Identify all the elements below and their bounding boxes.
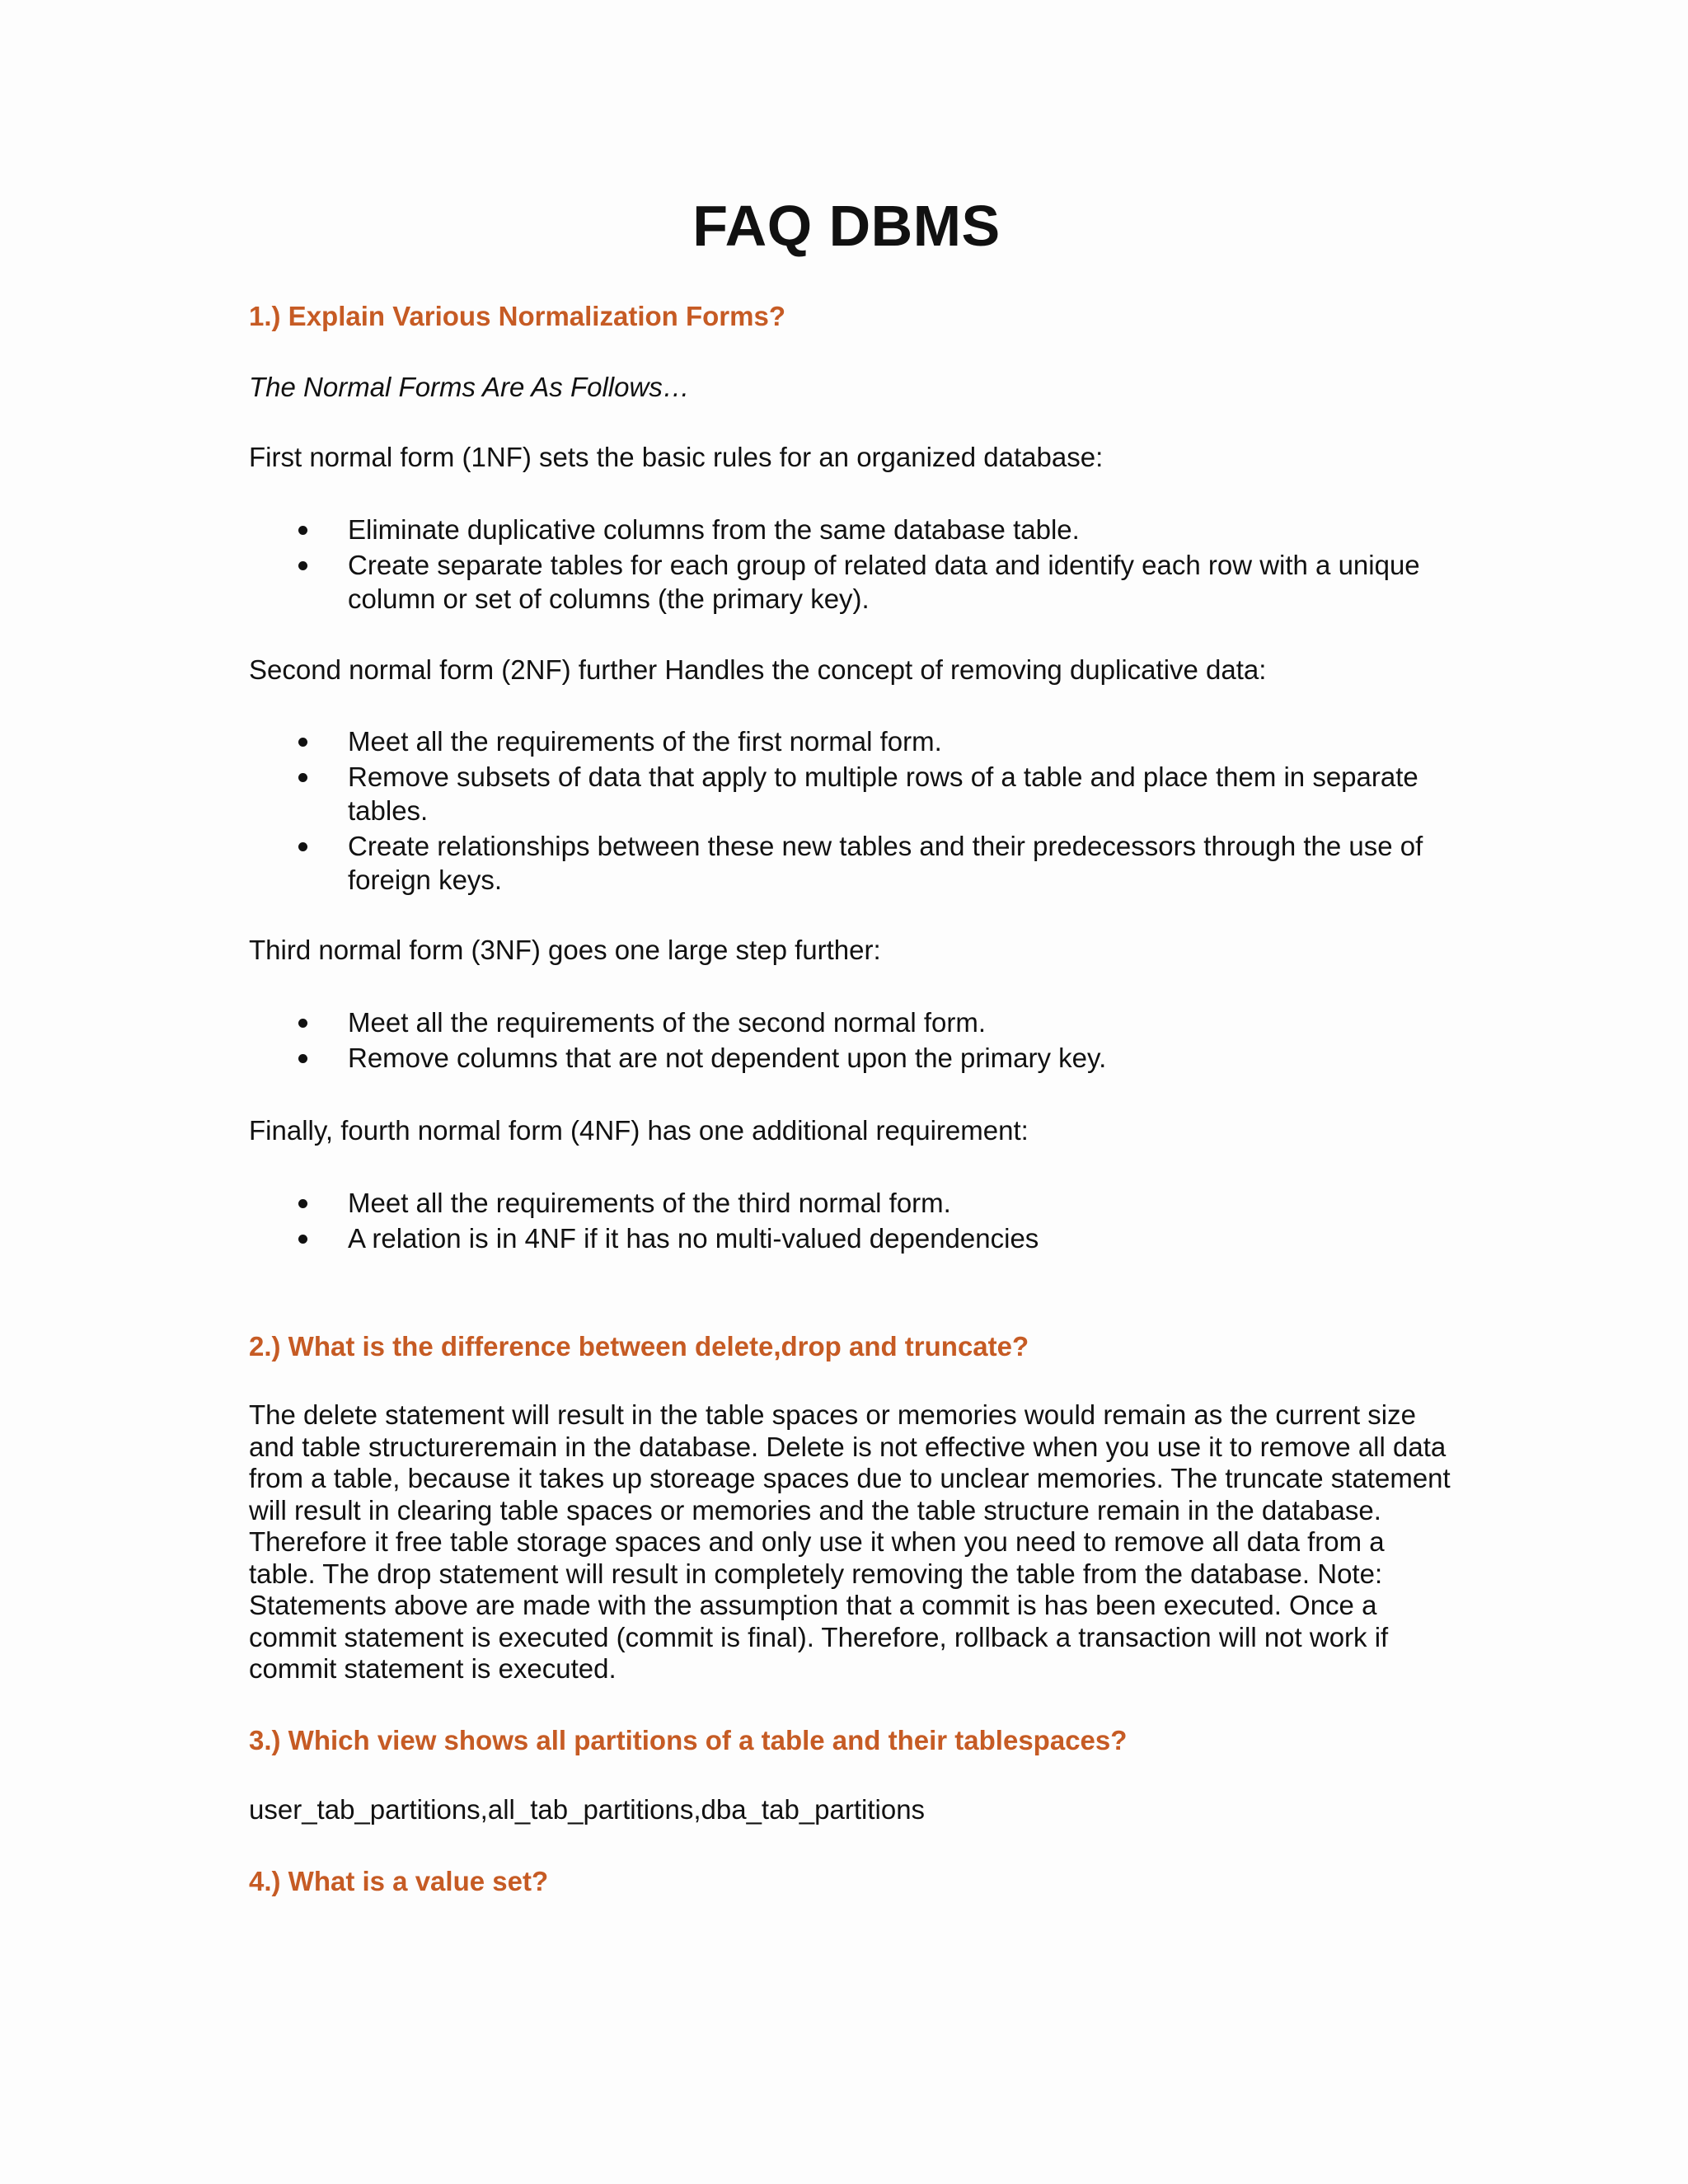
list-item [249, 1186, 1452, 1220]
nf3-lead: Third normal form (3NF) goes one large step further: [249, 935, 881, 965]
nf1-list [249, 513, 1452, 617]
bullet-icon [298, 842, 307, 851]
nf4-list [249, 1186, 1452, 1257]
bullet-icon [298, 1199, 307, 1208]
list-item-text: Remove columns that are not dependent upon the primary key. [348, 1043, 1107, 1073]
q2-answer: The delete statement will result in the table spaces or memories would remain as the current size and table structureremain in the database. Delete is not effective when you use it to remove all data from a table, because it takes up storeage spaces due to unclear memories. The truncate statement will result in clearing table spaces or memories and the table structure remain in the database. Therefore it free table storage spaces and only use it when you need to remove all data from a table. The drop statement will result in completely removing the table from the database. Note: Statements above are made with the assumption that a commit is has been executed. Once a commit statement is executed (commit is final). Therefore, rollback a transaction will not work if commit statement is executed. [249, 1399, 1451, 1684]
list-item-text: Meet all the requirements of the first normal form. [348, 726, 942, 757]
list-item-text: Eliminate duplicative columns from the same database table. [348, 514, 1080, 545]
list-item-text: Remove subsets of data that apply to multiple rows of a table and place them in separate tables. [348, 762, 1418, 826]
nf1-lead: First normal form (1NF) sets the basic rules for an organized database: [249, 442, 1104, 472]
nf3-list [249, 1005, 1452, 1076]
list-item [249, 760, 1452, 827]
question-1-heading: 1.) Explain Various Normalization Forms? [249, 301, 785, 331]
list-item [249, 1041, 1452, 1075]
list-item [249, 513, 1452, 546]
list-item [249, 548, 1452, 616]
page-title: FAQ DBMS [692, 194, 1001, 258]
bullet-icon [298, 526, 307, 535]
nf2-lead: Second normal form (2NF) further Handles the concept of removing duplicative data: [249, 654, 1267, 685]
bullet-icon [298, 561, 307, 570]
bullet-icon [298, 1019, 307, 1028]
bullet-icon [298, 1054, 307, 1063]
list-item [249, 1221, 1452, 1255]
question-2-heading: 2.) What is the difference between delete,drop and truncate? [249, 1331, 1029, 1361]
list-item-text: Meet all the requirements of the third normal form. [348, 1188, 951, 1218]
nf4-lead: Finally, fourth normal form (4NF) has one additional requirement: [249, 1115, 1029, 1146]
q3-answer: user_tab_partitions,all_tab_partitions,dba_tab_partitions [249, 1794, 926, 1825]
list-item-text: Create relationships between these new tables and their predecessors through the use of foreign keys. [348, 831, 1423, 895]
nf2-list [249, 724, 1452, 898]
question-3-heading: 3.) Which view shows all partitions of a table and their tablespaces? [249, 1725, 1128, 1755]
bullet-icon [298, 1235, 307, 1244]
list-item-text: Meet all the requirements of the second normal form. [348, 1007, 987, 1038]
list-item-text: Create separate tables for each group of related data and identify each row with a unique column or set of columns (the primary key). [348, 550, 1420, 614]
list-item [249, 724, 1452, 758]
bullet-icon [298, 773, 307, 782]
q1-intro: The Normal Forms Are As Follows… [249, 372, 690, 402]
list-item [249, 1005, 1452, 1039]
list-item-text: A relation is in 4NF if it has no multi-valued dependencies [348, 1223, 1039, 1254]
question-4-heading: 4.) What is a value set? [249, 1866, 549, 1896]
list-item [249, 829, 1452, 897]
bullet-icon [298, 738, 307, 747]
